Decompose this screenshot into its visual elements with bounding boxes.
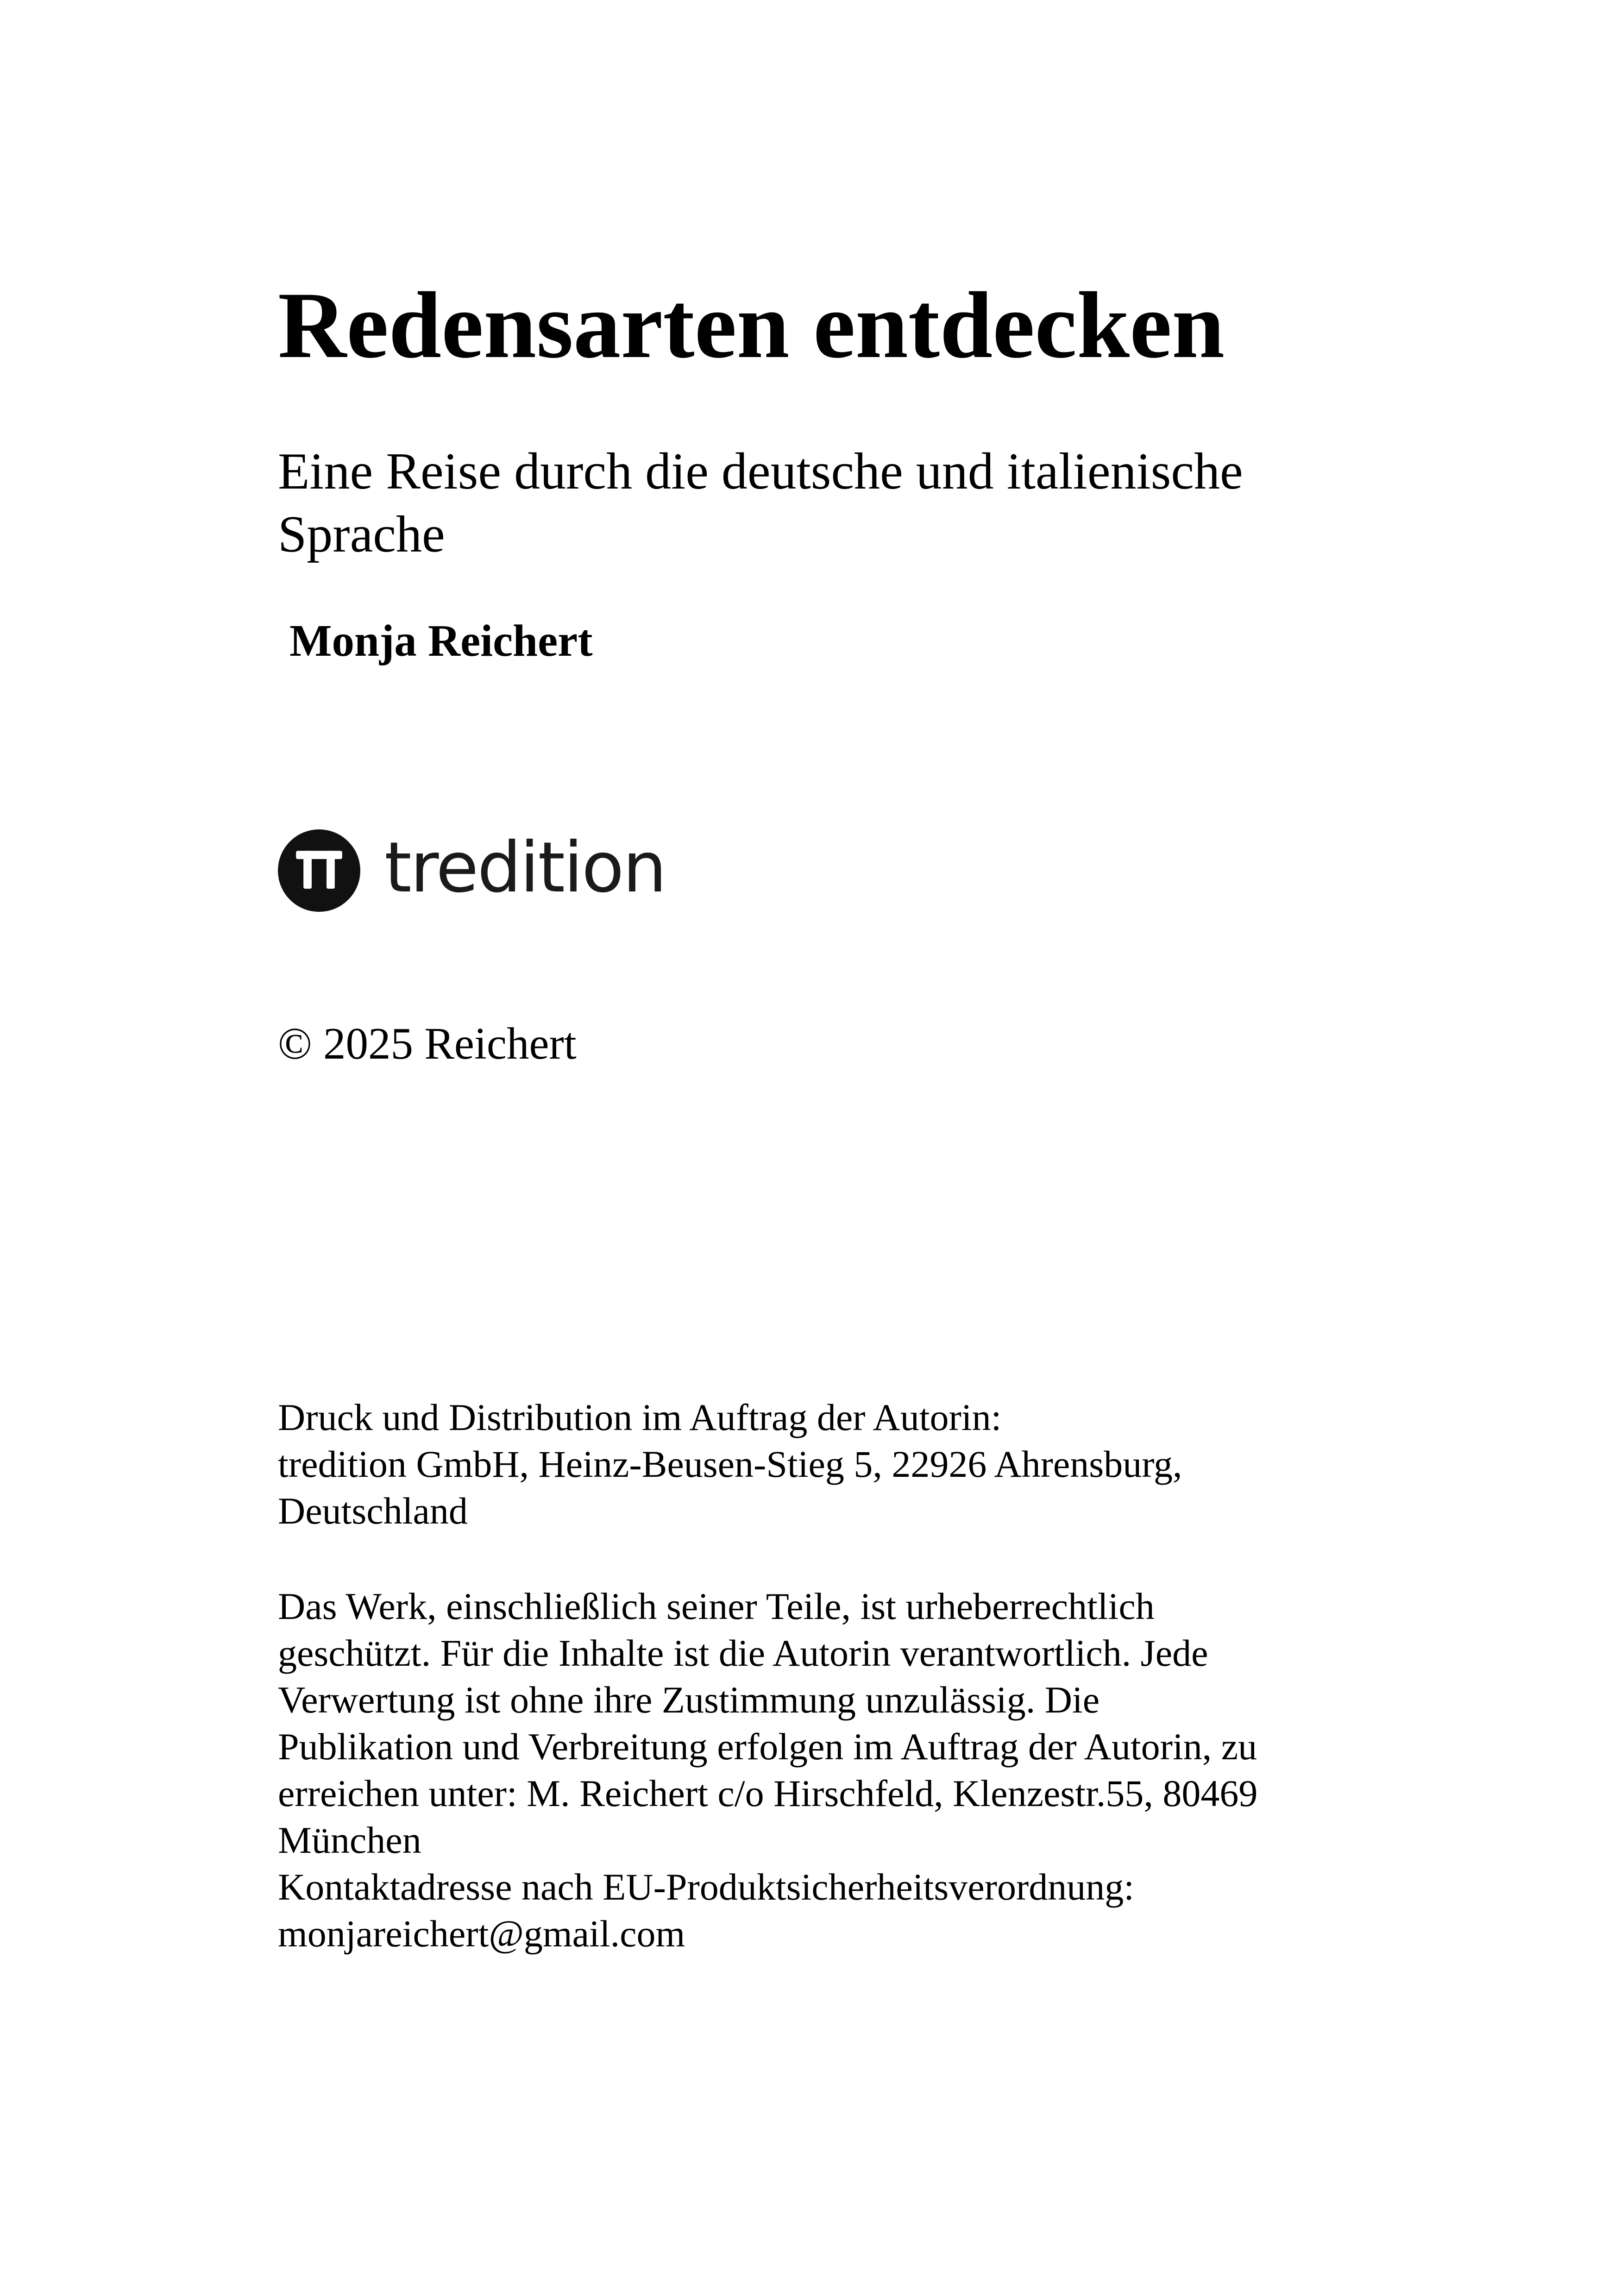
notice-line: München [278,1819,421,1861]
notice-line: erreichen unter: M. Reichert c/o Hirschfeld, Klenzestr.55, 80469 [278,1772,1258,1814]
author-name: Monja Reichert [289,616,593,665]
notice-line: geschützt. Für die Inhalte ist die Autorin verantwortlich. Jede [278,1632,1208,1674]
notice-line: Verwertung ist ohne ihre Zustimmung unzulässig. Die [278,1679,1100,1721]
publisher-wordmark: tredition [384,828,666,908]
contact-email: monjareichert@gmail.com [278,1913,685,1955]
book-subtitle: Eine Reise durch die deutsche und italienische Sprache [278,443,1243,563]
notice-line: Druck und Distribution im Auftrag der Autorin: [278,1396,1002,1438]
tredition-logo-icon [278,829,360,912]
book-title: Redensarten entdecken [278,273,1225,378]
print-distribution-notice [278,1394,1389,1534]
notice-line: Deutschland [278,1490,468,1532]
notice-line: Das Werk, einschließlich seiner Teile, ist urheberrechtlich [278,1585,1155,1627]
copyright-notice: © 2025 Reichert [278,1019,577,1068]
notice-line: tredition GmbH, Heinz-Beusen-Stieg 5, 22926 Ahrensburg, [278,1443,1182,1485]
notice-line: Publikation und Verbreitung erfolgen im Auftrag der Autorin, zu [278,1725,1257,1768]
publisher-logo [278,829,666,912]
legal-notice [278,1583,1389,1957]
notice-line: Kontaktadresse nach EU-Produktsicherheitsverordnung: [278,1866,1135,1908]
